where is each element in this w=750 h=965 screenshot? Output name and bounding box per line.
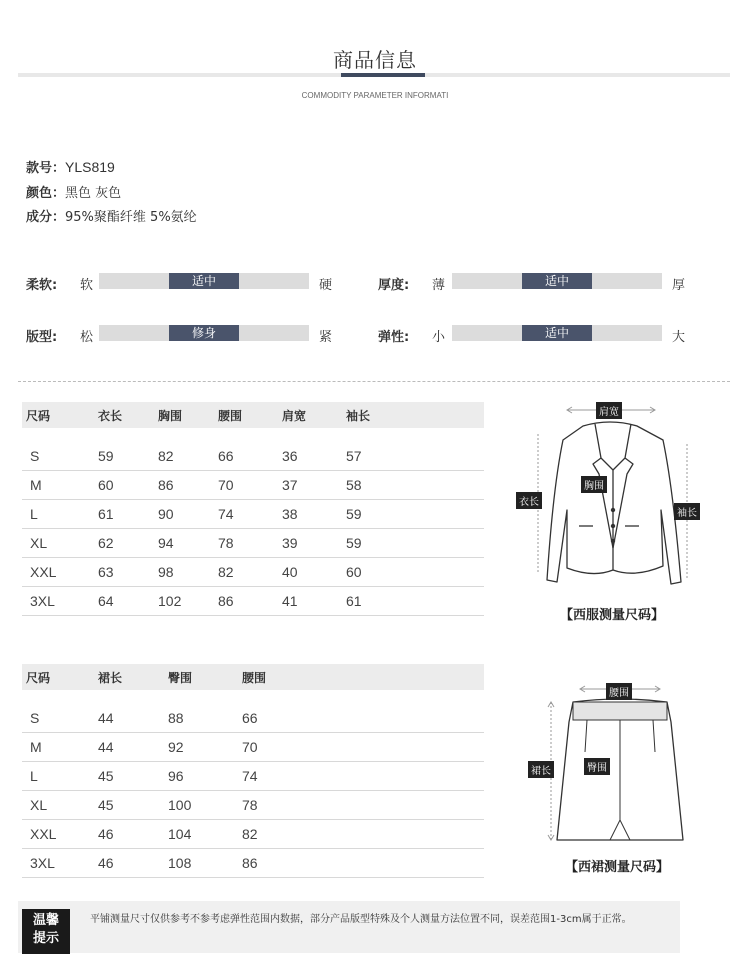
column-header: 胸围 [158, 402, 218, 428]
table-cell: 61 [98, 500, 158, 529]
info-style-number [26, 157, 115, 176]
table-cell: 39 [282, 529, 346, 558]
info-value: YLS819 [65, 159, 115, 175]
column-header: 肩宽 [282, 402, 346, 428]
table-cell: 86 [242, 849, 484, 878]
page-title: 商品信息 [333, 48, 417, 72]
softness-scale [99, 273, 309, 289]
table-cell: 66 [242, 704, 484, 733]
table-row [22, 762, 484, 791]
jacket-diagram-caption: 【西服测量尺码】 [560, 608, 665, 623]
elasticity-high: 大 [672, 330, 686, 345]
skirt-diagram-caption: 【西裙测量尺码】 [565, 860, 670, 875]
table-cell: 78 [242, 791, 484, 820]
tip-badge-line: 提示 [32, 931, 59, 946]
table-cell: 44 [98, 704, 168, 733]
table-cell: 58 [346, 471, 484, 500]
info-material [26, 206, 197, 225]
table-cell: L [22, 500, 98, 529]
table-cell: 86 [158, 471, 218, 500]
table-cell: M [22, 733, 98, 762]
hip-tag: 臀围 [584, 758, 610, 775]
info-color [26, 182, 121, 201]
info-label: 成分： [26, 210, 66, 225]
table-cell: 59 [346, 529, 484, 558]
table-cell: 45 [98, 762, 168, 791]
table-cell: 60 [98, 471, 158, 500]
table-row [22, 587, 484, 616]
thickness-label: 厚度: [378, 278, 410, 293]
tip-text: 平铺测量尺寸仅供参考不参考虑弹性范围内数据，部分产品版型特殊及个人测量方法位置不同，误差范围1-3cm属于正常。 [90, 914, 632, 925]
column-header: 衣长 [98, 402, 158, 428]
table-cell: XL [22, 529, 98, 558]
table-cell: XXL [22, 558, 98, 587]
table-cell: 70 [242, 733, 484, 762]
waist-tag: 腰围 [606, 683, 632, 700]
column-header: 裙长 [98, 664, 168, 690]
table-cell: 41 [282, 587, 346, 616]
elasticity-indicator: 适中 [522, 325, 592, 341]
shoulder-width-tag: 肩宽 [596, 402, 622, 419]
table-row [22, 733, 484, 762]
table-cell: 70 [218, 471, 282, 500]
table-cell: 46 [98, 820, 168, 849]
info-label: 款号： [26, 161, 66, 176]
table-cell: 74 [242, 762, 484, 791]
table-cell: 38 [282, 500, 346, 529]
jacket-measurement-diagram [515, 398, 715, 598]
info-label: 颜色： [26, 186, 66, 201]
table-cell: 94 [158, 529, 218, 558]
info-value: 95%聚酯纤维 5%氨纶 [65, 210, 197, 225]
elasticity-low: 小 [432, 330, 446, 345]
elasticity-scale [452, 325, 662, 341]
table-cell: 60 [346, 558, 484, 587]
fit-label: 版型: [26, 330, 58, 345]
table-cell: XXL [22, 820, 98, 849]
length-tag: 衣长 [516, 492, 542, 509]
table-cell: 46 [98, 849, 168, 878]
thickness-indicator: 适中 [522, 273, 592, 289]
softness-low: 软 [80, 278, 94, 293]
table-cell: 86 [218, 587, 282, 616]
table-cell: 61 [346, 587, 484, 616]
table-cell: 3XL [22, 587, 98, 616]
table-header-row [22, 402, 484, 428]
column-header: 腰围 [242, 664, 484, 690]
table-cell: 82 [218, 558, 282, 587]
table-cell: 64 [98, 587, 158, 616]
table-cell: 62 [98, 529, 158, 558]
table-cell: 100 [168, 791, 242, 820]
table-cell: M [22, 471, 98, 500]
table-cell: 108 [168, 849, 242, 878]
jacket-size-table [22, 402, 484, 616]
table-cell: 74 [218, 500, 282, 529]
table-cell: 102 [158, 587, 218, 616]
tip-badge-line: 温馨 [32, 913, 59, 928]
table-cell: 92 [168, 733, 242, 762]
softness-indicator: 适中 [169, 273, 239, 289]
table-cell: 104 [168, 820, 242, 849]
table-row [22, 849, 484, 878]
table-cell: 96 [168, 762, 242, 791]
thickness-scale [452, 273, 662, 289]
table-cell: 66 [218, 442, 282, 471]
column-header: 臀围 [168, 664, 242, 690]
table-cell: S [22, 704, 98, 733]
table-cell: 82 [158, 442, 218, 471]
table-row [22, 471, 484, 500]
table-cell: 37 [282, 471, 346, 500]
table-row [22, 529, 484, 558]
chest-tag: 胸围 [581, 476, 607, 493]
softness-high: 硬 [319, 278, 333, 293]
table-header-row [22, 664, 484, 690]
sleeve-tag: 袖长 [674, 503, 700, 520]
table-cell: 36 [282, 442, 346, 471]
table-cell: L [22, 762, 98, 791]
tip-badge [22, 909, 70, 954]
table-cell: 88 [168, 704, 242, 733]
skirt-length-tag: 裙长 [528, 761, 554, 778]
table-cell: 40 [282, 558, 346, 587]
column-header: 腰围 [218, 402, 282, 428]
column-header: 袖长 [346, 402, 484, 428]
table-row [22, 558, 484, 587]
thickness-low: 薄 [432, 278, 446, 293]
section-divider [18, 381, 730, 382]
skirt-size-table [22, 664, 484, 878]
table-row [22, 791, 484, 820]
table-row [22, 820, 484, 849]
table-cell: 98 [158, 558, 218, 587]
table-cell: 63 [98, 558, 158, 587]
column-header: 尺码 [22, 402, 98, 428]
table-cell: 59 [98, 442, 158, 471]
table-cell: 45 [98, 791, 168, 820]
title-accent-bar [341, 73, 425, 77]
elasticity-label: 弹性: [378, 330, 410, 345]
table-cell: 78 [218, 529, 282, 558]
page-subtitle: COMMODITY PARAMETER INFORMATI [301, 91, 449, 100]
table-cell: S [22, 442, 98, 471]
column-header: 尺码 [22, 664, 98, 690]
table-row [22, 500, 484, 529]
table-cell: XL [22, 791, 98, 820]
table-row [22, 442, 484, 471]
softness-label: 柔软: [26, 278, 58, 293]
table-cell: 44 [98, 733, 168, 762]
table-cell: 90 [158, 500, 218, 529]
fit-high: 紧 [319, 330, 333, 345]
fit-indicator: 修身 [169, 325, 239, 341]
table-cell: 82 [242, 820, 484, 849]
thickness-high: 厚 [672, 278, 686, 293]
table-cell: 59 [346, 500, 484, 529]
table-cell: 57 [346, 442, 484, 471]
table-cell: 3XL [22, 849, 98, 878]
fit-scale [99, 325, 309, 341]
fit-low: 松 [80, 330, 94, 345]
info-value: 黑色 灰色 [65, 186, 122, 201]
table-row [22, 704, 484, 733]
